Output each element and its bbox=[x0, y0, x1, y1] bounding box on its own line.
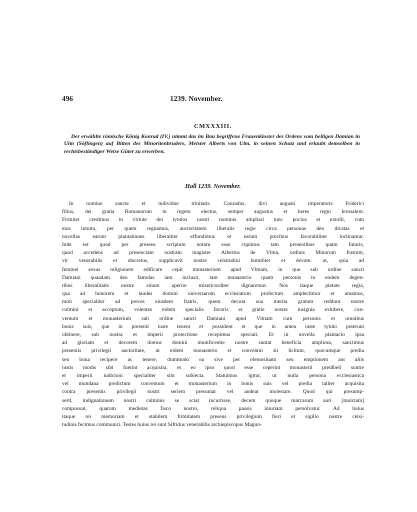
place-date: Hall 1239. November. bbox=[185, 183, 241, 190]
text-line: tudinis fecimus communiri. Testes huius rei sunt Sifridus venerabilis archiepiscopus Magun- bbox=[62, 422, 262, 429]
text-line: vir venerabilis et discretus, supplicavit nostre celsitudini humiliter et devote: ut, quia ad bbox=[62, 258, 364, 265]
text-line: Inde est quod per presens scriptum notum esse cupimus tam presentibus quam futuris, bbox=[62, 241, 364, 248]
text-line: filius, dei gratia Romanorum in regem electus, semper augustus et heres regni Ierosalem. bbox=[62, 209, 364, 216]
text-line: itaque rei memoriam et stabilem firmitatem presens privilegium fieri et sigillo nostre celsi- bbox=[62, 413, 364, 420]
text-line: quod accedens ad presenciam nostram magister Albertus de Vlma, ordinis Minorum fratrum, bbox=[62, 250, 364, 257]
text-line: seu bona recipere ac tenere, dummodo ea sive per elemosinam seu emptionem aut aliis bbox=[62, 356, 364, 363]
page-number: 496 bbox=[62, 95, 74, 103]
document-summary: Der erwählte römische König Konrad (IV.) nimmt das im Bau begriffene Frauenkloster des Ordens vom heiligen Damian in Ulm (Söflingen) auf Bitten des Minoritenbruders, Meister Alberts von Ulm, in seinen Schutz und erlaubt demselben in rechtsbeständiger Weise Güter zu erwerben. bbox=[64, 134, 360, 155]
charter-body-text bbox=[62, 200, 364, 429]
text-line: ventum et monasterium sub ordine sancti Damiani apud Vlmam cum personis et omnibus bbox=[62, 315, 364, 322]
text-line: serit, indignationem nostri culminis se sciat incurrisse, decem quoque marcarum auri [mulctam] bbox=[62, 397, 364, 404]
text-line: Damiani quaadam deo famulas iam inclusit, tam monasterio quam personis in eodem degen- bbox=[62, 274, 364, 281]
text-line: tibus liberalitatis nostre sinum aperire misericorditer dignaremur. Nos itaque pietate regia, bbox=[62, 282, 364, 289]
text-line: culmini et acceptum, volentes eidem specialis favoris et gratie nostre insignia exhibere, con- bbox=[62, 307, 364, 314]
text-line: presentis privilegii auctoritate, ut eidem monasterio et conventui sit licitum, quocumque predia bbox=[62, 348, 364, 355]
text-line: novellas earum plantationes liberaliter effundimus et earum precibus favorabiliter inclinamur. bbox=[62, 233, 364, 240]
header-date: 1239. November. bbox=[170, 95, 223, 103]
document-number: CMXXXIII. bbox=[194, 123, 232, 130]
text-line: eius intuitu, per quem regnamus, auctoritatem liberalis regie circa personas deo dicatas et bbox=[62, 225, 364, 232]
text-line: composuat, quarum medietas fisco nostro, reliqua passis iniuriam persolvatur. Ad huius bbox=[62, 405, 364, 412]
text-line: moti specialiter ad preces eiusdem fratris, quem devota sua merita gratum reddunt nostre bbox=[62, 299, 364, 306]
text-line: feminei sexus religionem edificare cepit monasterium apud Vlmam, in quo sub ordine sancti bbox=[62, 266, 364, 273]
text-line: obtinere, sub nostra et imperii protectione recepimus speciali. Et ut novella plantacio ipsa bbox=[62, 332, 364, 338]
text-line: et imperii iudicioni specialiter sint subiecta. Statuimus igitur, ut nulla persona ecclesiastica bbox=[62, 372, 364, 379]
text-line: iustis modis sibi fuerint acquisita, et eo ipso quod esse ceperint monasterii predibeli suntre bbox=[62, 364, 364, 371]
text-line: In nomine sancte et individue trinitatis. Conradus, divi augusti imperatoris Friderici bbox=[69, 201, 364, 207]
text-line: qua ad honorem et laudes domini universarum ecclesiarum profectum amplectimur et amamus, bbox=[62, 291, 364, 298]
text-line: ad gloriam et decorem domus domini munificentie nostre sumat beneficia ampliora, sanctimus bbox=[62, 340, 364, 347]
text-line: contra presentis privilegii nostri seriem presumat vel audeat molestare. Quod qui presump- bbox=[62, 389, 364, 396]
text-line: vel mundana predictum conventum et monasterium in bonis suis vel predia taliter acquisita bbox=[62, 381, 364, 388]
text-line: bonis suis, que in presenti iuste tenent et possident et que in antea iuste tytulo poterunt bbox=[62, 323, 364, 330]
text-line: Firmiter credimus in virtute dei tytulos nostri nominis ampliari tunc pocius et extolli, cum bbox=[62, 217, 364, 224]
